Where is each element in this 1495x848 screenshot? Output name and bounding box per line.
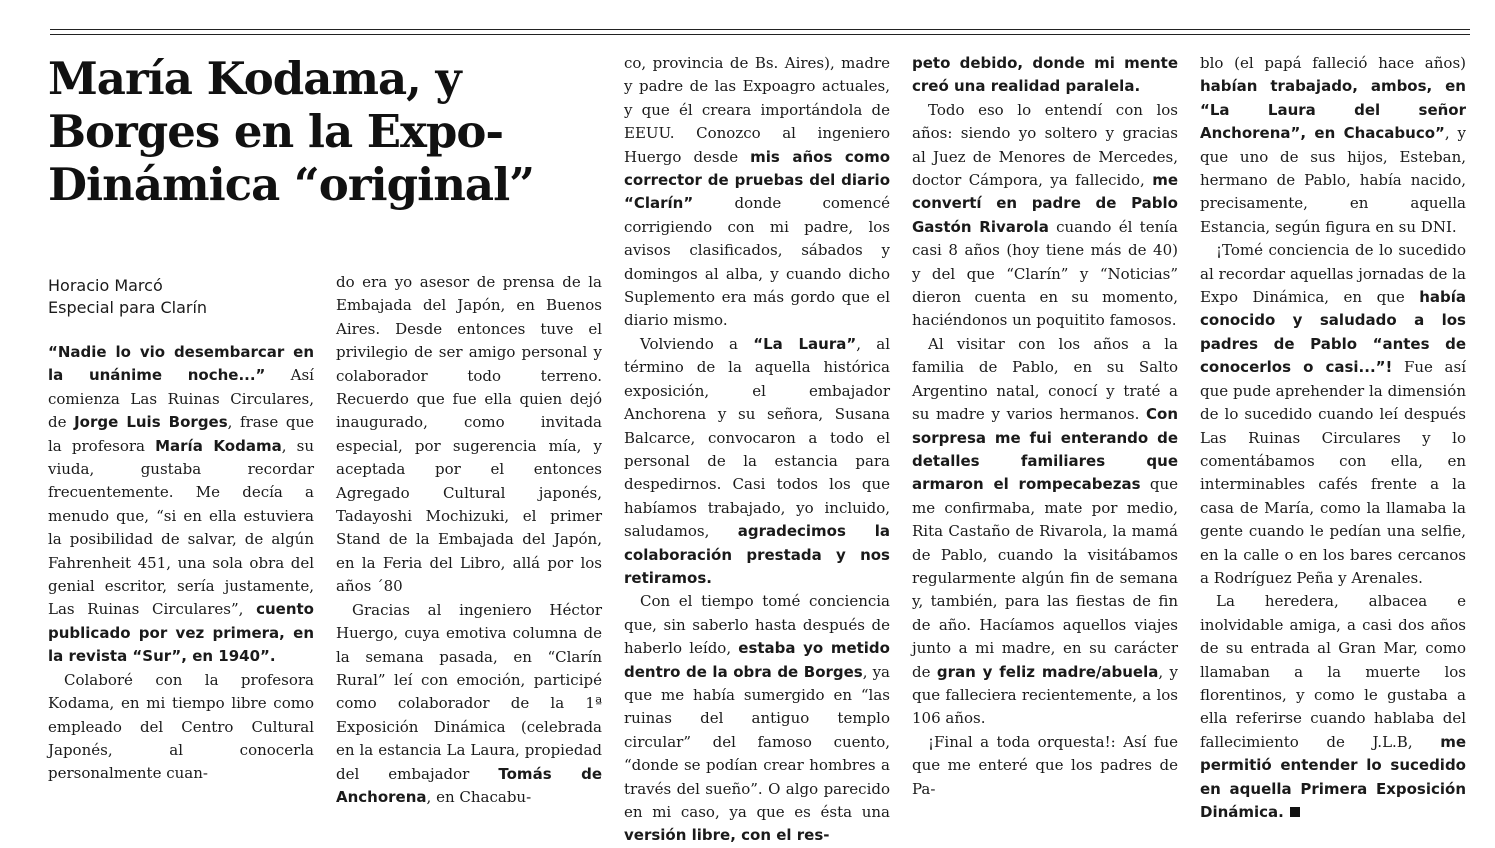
paragraph	[1200, 52, 1466, 239]
bold-text: Tomás de Anchorena	[336, 764, 603, 806]
bold-text: “La Laura”	[753, 334, 857, 353]
paragraph	[624, 590, 890, 847]
text: Con el tiempo tomé conciencia que, sin saberlo hasta después de haberlo leído,	[624, 592, 890, 658]
article-column-2	[336, 271, 603, 806]
paragraph: do era yo asesor de prensa de la Embajada del Japón, en Buenos Aires. Desde entonces tuve el privilegio de ser amigo personal y colaborador todo terreno. Recuerdo que fue ella quien dejó inaugurado, como invitada especial, por sugerencia mía, y aceptada por el entonces Agregado Cultural japonés, Tadayoshi Mochizuki, el primer Stand de la Embajada del Japón, en la Feria del Libro, allá por los años ´80	[336, 273, 602, 596]
paragraph	[624, 333, 890, 590]
article-column-1	[48, 341, 314, 783]
bold-text: Con sorpresa me fui enterando de detalles familiares que armaron el rompecabezas	[912, 405, 1178, 494]
byline	[48, 275, 313, 320]
bold-text: había conocido y saludado a los padres de Pablo “antes de conocerlos o casi...”!	[1200, 288, 1466, 377]
text: Al visitar con los años a la familia de Pablo, en su Salto Argentino natal, conocí y traté a su madre y varios hermanos.	[912, 334, 1178, 424]
bold-text: María Kodama	[155, 436, 282, 455]
article-column-5	[1200, 52, 1466, 821]
text: Gracias al ingeniero Héctor Huergo, cuya emotiva columna de la semana pasada, en “Clarín Rural” leí con emoción, participé como colaborador de la 1ª Exposición Dinámica (celebrada en la estancia La Laura, propiedad del embajador	[336, 600, 602, 783]
article-column-3	[624, 52, 890, 845]
bold-text: “Nadie lo vio desembarcar en la unánime noche...”	[48, 343, 314, 385]
text: donde comencé corrigiendo con mi padre, los avisos clasificados, sábados y domingos al alba, y cuando dicho Suplemento era más gordo que el diario mismo.	[624, 194, 890, 330]
bold-text: estaba yo metido dentro de la obra de Borges	[624, 639, 890, 681]
paragraph	[912, 99, 1178, 333]
text: Fue así que pude aprehender la dimensión de lo sucedido cuando leí después Las Ruinas Circulares y lo comentábamos con ella, en interminables cafés frente a la casa de María, como la llamaba la gente cuando le pedían una selfie, en la calle o en los bares cercanos a Rodríguez Peña y Arenales.	[1200, 358, 1466, 587]
bold-text: Jorge Luis Borges	[74, 413, 228, 432]
bold-text: me convertí en padre de Pablo Gastón Rivarola	[912, 171, 1178, 236]
paragraph	[1200, 590, 1466, 824]
text: ¡Tomé conciencia de lo sucedido al recordar aquellas jornadas de la Expo Dinámica, en que	[1200, 241, 1466, 307]
byline-role: Especial para Clarín	[48, 298, 208, 318]
paragraph	[336, 599, 602, 810]
bold-text: gran y feliz madre/abuela	[936, 662, 1159, 681]
bold-text: cuento publicado por vez primera, en la revista “Sur”, en 1940”.	[48, 600, 314, 666]
text: cuando él tenía casi 8 años (hoy tiene más de 40) y del que “Clarín” y “Noticias” dieron cuenta en su momento, haciéndonos un poquitito famosos.	[912, 217, 1178, 330]
author-name: Horacio Marcó	[48, 276, 163, 295]
paragraph	[912, 52, 1178, 99]
bold-text: mis años como corrector de pruebas del diario “Clarín”	[624, 147, 890, 213]
text: La heredera, albacea e inolvidable amiga, a casi dos años de su entrada al Gran Mar, como llamaban a la muerte los florentinos, y como le gustaba a ella referirse cuando hablaba del fallecimiento de J.L.B,	[1200, 592, 1466, 751]
text: Todo eso lo entendí con los años: siendo yo soltero y gracias al Juez de Menores de Mercedes, doctor Cámpora, ya fallecido,	[912, 100, 1178, 190]
text: blo (el papá falleció hace años)	[1200, 54, 1466, 72]
bold-text: me permitió entender lo sucedido en aquella Primera Exposición Dinámica.	[1200, 732, 1466, 821]
text: Volviendo a	[640, 334, 754, 353]
text: Así comienza Las Ruinas Circulares, de	[48, 366, 314, 432]
article-column-4	[912, 52, 1178, 798]
text: , frase que la profesora	[48, 413, 314, 455]
paragraph: Colaboré con la profesora Kodama, en mi tiempo libre como empleado del Centro Cultural Japonés, al conocerla personalmente cuan-	[48, 670, 314, 783]
top-rule-outer	[50, 29, 1470, 30]
paragraph: ¡Final a toda orquesta!: Así fue que me enteré que los padres de Pa-	[912, 732, 1178, 798]
bold-text: versión libre, con el res-	[624, 826, 830, 845]
paragraph	[1200, 239, 1466, 590]
headline: María Kodama, y Borges en la Expo-Dinámica “original”	[48, 52, 535, 212]
paragraph	[912, 333, 1178, 731]
text: , al término de la aquella histórica exposición, el embajador Anchorena y su señora, Susana Balcarce, convocaron a todo el personal de la estancia para despedirnos. Casi todos los que habíamos trabajado, yo incluido, saludamos,	[624, 334, 890, 541]
text: , en Chacabu-	[426, 787, 532, 806]
paragraph	[624, 52, 890, 333]
text: , ya que me había sumergido en “las ruinas del antiguo templo circular” del famoso cuento, “donde se podían crear hombres a través del sueño”. O algo parecido en mi caso, ya que es ésta una	[624, 662, 890, 821]
bold-text: peto debido, donde mi mente creó una realidad paralela.	[912, 54, 1178, 96]
top-rule-inner	[50, 34, 1470, 35]
bold-text: habían trabajado, ambos, en “La Laura del señor Anchorena”, en Chacabuco”	[1200, 77, 1466, 143]
text: , su viuda, gustaba recordar frecuentemente. Me decía a menudo que, “si en ella estuviera la posibilidad de salvar, de algún Fahrenheit 451, una sola obra del genial escritor, sería justamente, Las Ruinas Circulares”,	[48, 436, 314, 619]
text: , y que uno de sus hijos, Esteban, hermano de Pablo, había nacido, precisamente, en aquella Estancia, según figura en su DNI.	[1200, 124, 1466, 236]
text: , y que falleciera recientemente, a los 106 años.	[912, 662, 1178, 728]
text: co, provincia de Bs. Aires), madre y padre de las Expoagro actuales, y que él creara importándola de EEUU. Conozco al ingeniero Huergo desde	[624, 54, 890, 166]
bold-text: agradecimos la colaboración prestada y nos retiramos.	[624, 522, 890, 587]
paragraph	[48, 341, 314, 669]
end-of-article-square-icon	[1290, 807, 1300, 817]
text: que me confirmaba, mate por medio, Rita Castaño de Rivarola, la mamá de Pablo, cuando la visitábamos regularmente algún fin de semana y, también, para las fiestas de fin de año. Hacíamos aquellos viajes junto a mi madre, en su carácter de	[912, 475, 1178, 681]
